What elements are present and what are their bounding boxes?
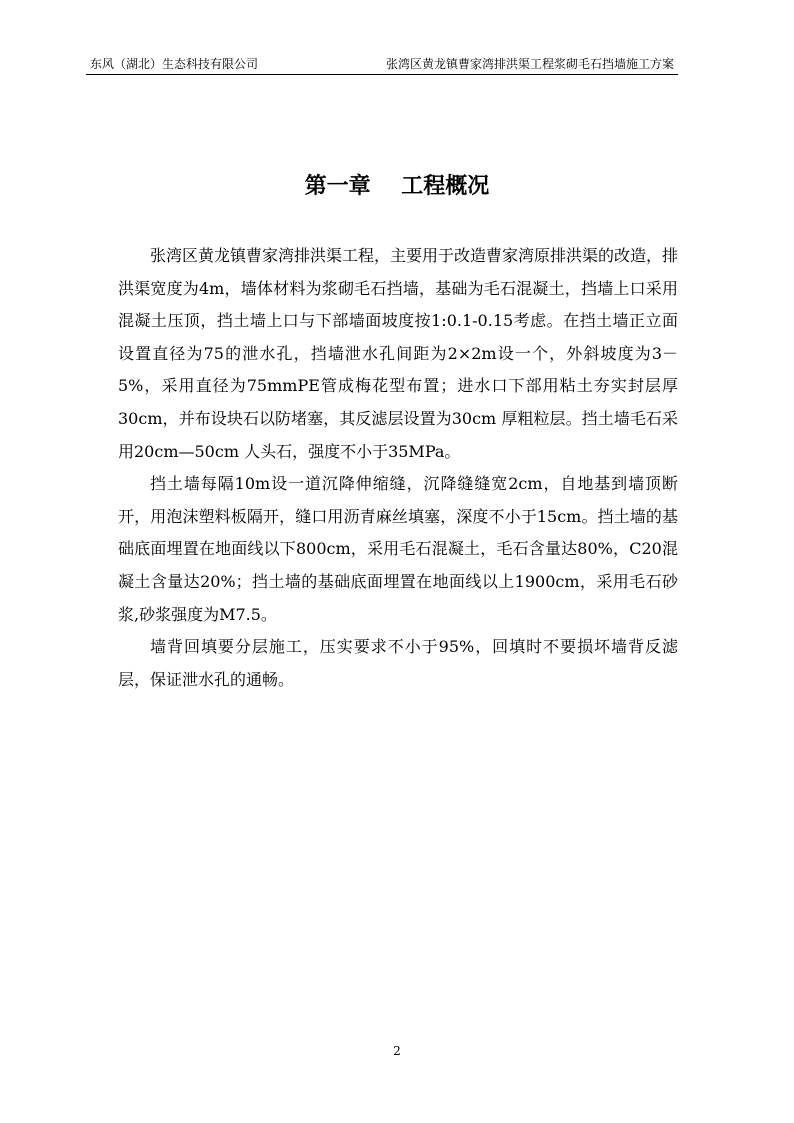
- header-document-title: 张湾区黄龙镇曹家湾排洪渠工程浆砌毛石挡墙施工方案: [385, 57, 674, 71]
- body-text: [118, 240, 678, 696]
- paragraph-backfill: 墙背回填要分层施工，压实要求不小于95%，回填时不要损坏墙背反滤层，保证泄水孔的通畅。: [118, 637, 678, 689]
- chapter-title: 第一章 工程概况: [304, 174, 490, 199]
- paragraph-expansion-joint: 挡土墙每隔10m设一道沉降伸缩缝，沉降缝缝宽2cm，自地基到墙顶断开，用泡沫塑料板隔开，缝口用沥青麻丝填塞，深度不小于15cm。挡土墙的基础底面埋置在地面线以下800cm，采用毛石混凝土，毛石含量达80%，C20混凝土含量达20%；挡土墙的基础底面埋置在地面线以上1900cm，采用毛石砂浆,砂浆强度为M7.5。: [118, 474, 678, 624]
- paragraph-project-overview: 张湾区黄龙镇曹家湾排洪渠工程，主要用于改造曹家湾原排洪渠的改造，排洪渠宽度为4m，墙体材料为浆砌毛石挡墙，基础为毛石混凝土，挡墙上口采用混凝土压顶，挡土墙上口与下部墙面坡度按1:0.1-0.15考虑。在挡土墙正立面设置直径为75的泄水孔，挡墙泄水孔间距为2×2m设一个，外斜坡度为3－5%，采用直径为75mmPE管成梅花型布置；进水口下部用粘土夯实封层厚30cm，并布设块石以防堵塞，其反滤层设置为30cm 厚粗粒层。挡土墙毛石采用20cm—50cm 人头石，强度不小于35MPa。: [118, 246, 679, 461]
- header-company-name: 东风（湖北）生态科技有限公司: [90, 57, 259, 71]
- page-number: 2: [393, 1044, 401, 1058]
- page-header: [86, 56, 678, 75]
